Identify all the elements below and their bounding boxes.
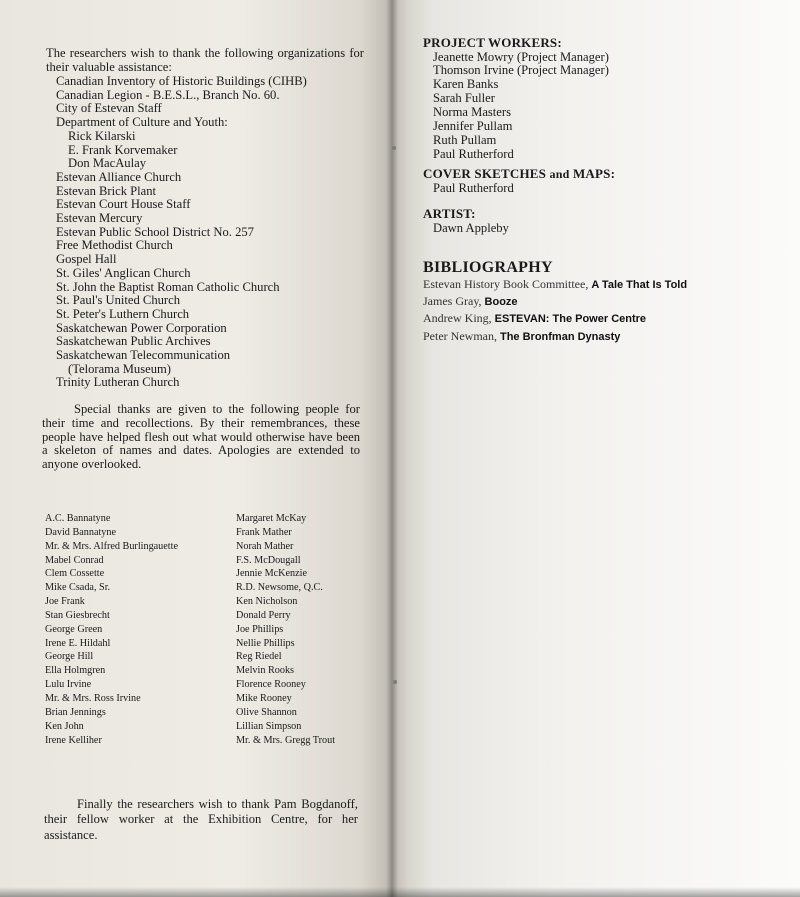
person-name: Lulu Irvine bbox=[45, 679, 92, 691]
project-worker-name: Thomson Irvine (Project Manager) bbox=[433, 63, 609, 78]
final-thanks-paragraph: Finally the researchers wish to thank Pam Bogdanoff, their fellow worker at the Exhibition Centre, for her assistance. bbox=[44, 797, 358, 842]
person-name: Melvin Rooks bbox=[236, 665, 295, 677]
bibliography-entry bbox=[423, 310, 783, 327]
person-name: Olive Shannon bbox=[236, 706, 297, 718]
bibliography-author: James Gray, bbox=[423, 294, 482, 309]
person-name: Reg Riedel bbox=[236, 651, 282, 663]
bibliography-list bbox=[423, 276, 783, 345]
person-name: Mike Csada, Sr. bbox=[45, 582, 111, 594]
person-name: A.C. Bannatyne bbox=[45, 513, 111, 524]
organization-item: (Telorama Museum) bbox=[68, 361, 171, 376]
bibliography-title: The Bronfman Dynasty bbox=[499, 330, 621, 343]
project-worker-name: Paul Rutherford bbox=[433, 146, 514, 161]
person-name: Jennie McKenzie bbox=[236, 568, 307, 580]
organization-item: Estevan Mercury bbox=[56, 211, 143, 226]
bibliography-entry bbox=[423, 276, 783, 293]
bibliography-title: A Tale That Is Told bbox=[591, 279, 688, 291]
left-page bbox=[0, 0, 392, 897]
person-name: Frank Mather bbox=[236, 526, 292, 538]
person-name: Donald Perry bbox=[236, 609, 291, 621]
bibliography-author: Estevan History Book Committee, bbox=[423, 277, 589, 291]
cover-sketches-heading bbox=[423, 167, 783, 182]
special-thanks-paragraph: Special thanks are given to the following people for their time and recollections. By their remembrances, these people have helped flesh out what would otherwise have been a skeleton of names and dates. Apologies are extended to anyone overlooked. bbox=[42, 402, 360, 472]
bibliography-title: ESTEVAN: The Power Centre bbox=[494, 313, 647, 326]
person-name: George Green bbox=[45, 623, 103, 635]
person-name: Ken Nicholson bbox=[236, 596, 298, 608]
organization-item: Rick Kilarski bbox=[68, 128, 136, 143]
project-worker-name: Ruth Pullam bbox=[433, 132, 497, 147]
organization-item: Department of Culture and Youth: bbox=[56, 115, 228, 130]
person-name: Ella Holmgren bbox=[45, 665, 106, 677]
organization-item: Canadian Inventory of Historic Buildings (CIHB) bbox=[56, 74, 307, 88]
bibliography-heading: BIBLIOGRAPHY bbox=[423, 259, 553, 276]
organization-item: Canadian Legion - B.E.S.L., Branch No. 60. bbox=[56, 87, 280, 102]
person-name: Joe Phillips bbox=[236, 623, 284, 635]
bibliography-entry bbox=[423, 328, 783, 345]
organization-item: Estevan Brick Plant bbox=[56, 183, 157, 198]
organization-item: E. Frank Korvemaker bbox=[68, 142, 178, 157]
project-worker-name: Jennifer Pullam bbox=[433, 119, 513, 134]
intro-paragraph: The researchers wish to thank the following organizations for their valuable assistance: bbox=[46, 46, 364, 74]
person-name: Mr. & Mrs. Ross Irvine bbox=[45, 692, 141, 704]
organization-item: St. John the Baptist Roman Catholic Church bbox=[56, 279, 280, 294]
person-name: Stan Giesbrecht bbox=[45, 609, 110, 621]
cover-heading-main: COVER SKETCHES bbox=[423, 166, 547, 181]
organization-item: St. Giles' Anglican Church bbox=[56, 265, 191, 280]
organization-item: Estevan Court House Staff bbox=[56, 197, 191, 212]
gutter-mark bbox=[392, 146, 396, 150]
person-name: David Bannatyne bbox=[45, 526, 117, 538]
organization-item: Gospel Hall bbox=[56, 252, 117, 267]
person-name: Irene E. Hildahl bbox=[45, 637, 111, 649]
bibliography-author: Peter Newman, bbox=[423, 328, 497, 343]
person-name: Norah Mather bbox=[236, 540, 294, 552]
person-name: Mabel Conrad bbox=[45, 554, 104, 566]
organization-item: St. Paul's United Church bbox=[56, 293, 181, 308]
person-name: Mr. & Mrs. Gregg Trout bbox=[236, 734, 336, 746]
project-workers-section bbox=[423, 36, 783, 162]
organization-item: St. Peter's Luthern Church bbox=[56, 306, 190, 321]
person-name: Nellie Phillips bbox=[236, 637, 295, 649]
bibliography-author: Andrew King, bbox=[423, 311, 492, 326]
person-name: Florence Rooney bbox=[236, 679, 306, 691]
project-workers-heading: PROJECT WORKERS: bbox=[423, 35, 562, 50]
person-name: Joe Frank bbox=[45, 596, 85, 608]
person-name: Mr. & Mrs. Alfred Burlingauette bbox=[45, 540, 178, 552]
person-name: F.S. McDougall bbox=[236, 554, 301, 566]
people-list-column-1 bbox=[45, 512, 178, 747]
bibliography-title: Booze bbox=[484, 296, 518, 309]
organization-item: City of Estevan Staff bbox=[56, 101, 162, 116]
people-list-column-2 bbox=[236, 512, 335, 747]
organization-item: Estevan Public School District No. 257 bbox=[56, 224, 254, 239]
page-bottom-edge bbox=[0, 887, 800, 897]
bibliography-entry bbox=[423, 293, 783, 310]
organization-list bbox=[56, 75, 376, 390]
person-name: Ken John bbox=[45, 720, 84, 732]
artist-name: Dawn Appleby bbox=[433, 220, 509, 235]
project-worker-name: Karen Banks bbox=[433, 77, 499, 92]
person-name: Margaret McKay bbox=[236, 513, 307, 524]
artist-list bbox=[423, 222, 783, 236]
person-name: R.D. Newsome, Q.C. bbox=[236, 582, 323, 594]
cover-artist-name: Paul Rutherford bbox=[433, 180, 514, 195]
cover-sketches-list bbox=[423, 182, 783, 196]
book-fold-shadow bbox=[386, 0, 398, 897]
organization-item: Estevan Alliance Church bbox=[56, 169, 182, 184]
organization-item: Free Methodist Church bbox=[56, 238, 173, 253]
bibliography-section bbox=[423, 260, 783, 345]
person-name: Irene Kelliher bbox=[45, 734, 102, 746]
organization-item: Saskatchewan Public Archives bbox=[56, 334, 211, 349]
organization-item: Don MacAulay bbox=[68, 156, 146, 171]
cover-heading-and: and bbox=[549, 167, 570, 181]
project-worker-name: Jeanette Mowry (Project Manager) bbox=[433, 49, 609, 64]
cover-heading-end: MAPS: bbox=[572, 166, 616, 181]
person-name: Lillian Simpson bbox=[236, 720, 302, 732]
organization-item: Trinity Lutheran Church bbox=[56, 375, 180, 390]
person-name: George Hill bbox=[45, 651, 94, 663]
organization-item: Saskatchewan Telecommunication bbox=[56, 348, 231, 363]
project-worker-name: Sarah Fuller bbox=[433, 91, 495, 106]
person-name: Clem Cossette bbox=[45, 568, 105, 580]
cover-sketches-section bbox=[423, 167, 783, 195]
artist-heading: ARTIST: bbox=[423, 206, 476, 221]
artist-section bbox=[423, 207, 783, 235]
organization-item: Saskatchewan Power Corporation bbox=[56, 320, 227, 335]
project-worker-name: Norma Masters bbox=[433, 105, 511, 120]
project-workers-list bbox=[423, 51, 783, 162]
person-name: Brian Jennings bbox=[45, 706, 106, 718]
person-name: Mike Rooney bbox=[236, 692, 292, 704]
gutter-mark bbox=[393, 680, 397, 684]
